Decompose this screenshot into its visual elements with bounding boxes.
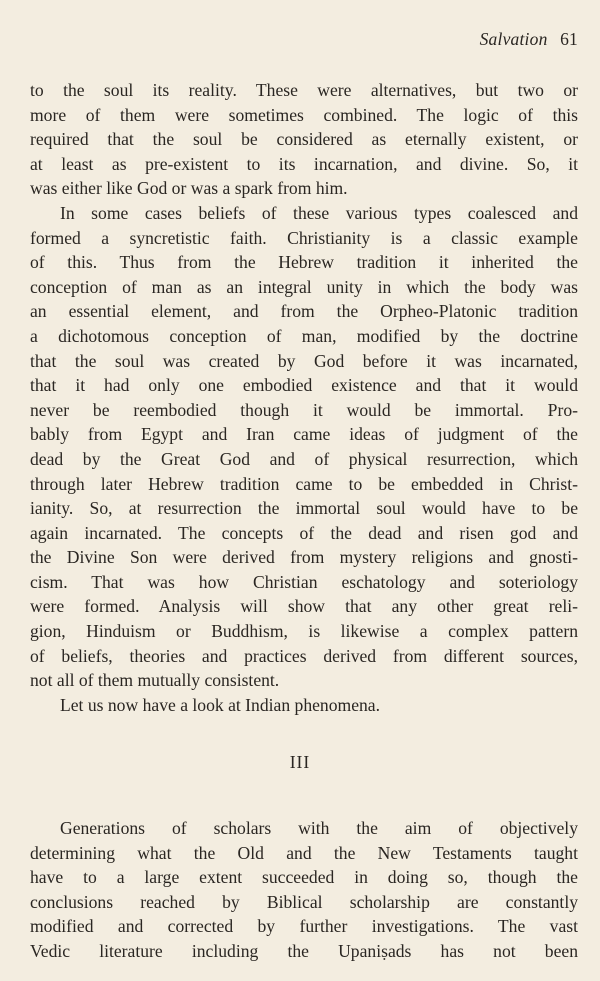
text-line: Generations of scholars with the aim of objectively — [60, 818, 578, 838]
text-line: bably from Egypt and Iran came ideas of judgment of the — [30, 424, 578, 445]
text-line: have to a large extent succeeded in doing so, though the — [30, 867, 578, 888]
text-line: was either like God or was a spark from him. — [30, 178, 348, 199]
text-line: Let us now have a look at Indian phenomena. — [60, 694, 381, 715]
text-line: more of them were sometimes combined. The logic of this — [30, 104, 578, 125]
text-line: through later Hebrew tradition came to be embedded in Christ- — [30, 473, 578, 494]
text-line: In some cases beliefs of these various types coalesced and — [60, 202, 578, 223]
text-line: Vedic literature including the Upaniṣads has not been — [30, 940, 578, 961]
text-line: to the soul its reality. These were alternatives, but two or — [30, 80, 578, 100]
text-line: of beliefs, theories and practices derived from different sources, — [30, 645, 578, 666]
text-line: gion, Hinduism or Buddhism, is likewise a complex pattern — [30, 621, 578, 642]
text-line: the Divine Son were derived from mystery religions and gnosti- — [30, 547, 578, 568]
text-line: a dichotomous conception of man, modified by the doctrine — [30, 325, 578, 346]
text-line: of this. Thus from the Hebrew tradition it inherited the — [30, 252, 578, 273]
text-line: dead by the Great God and of physical resurrection, which — [30, 448, 578, 469]
page-number: 61 — [560, 29, 578, 49]
text-line: required that the soul be considered as eternally existent, or — [30, 129, 578, 150]
text-line: modified and corrected by further investigations. The vast — [30, 916, 578, 937]
text-line: formed a syncretistic faith. Christianity is a classic example — [30, 227, 578, 248]
body-text-section-3 — [30, 816, 578, 964]
running-head-title: Salvation — [479, 29, 548, 49]
text-line: at least as pre-existent to its incarnation, and divine. So, it — [30, 153, 578, 174]
text-line: cism. That was how Christian eschatology and soteriology — [30, 571, 578, 592]
text-line: were formed. Analysis will show that any other great reli- — [30, 596, 578, 617]
text-line: determining what the Old and the New Testaments taught — [30, 842, 578, 863]
text-line: again incarnated. The concepts of the dead and risen god and — [30, 522, 578, 543]
text-line: never be reembodied though it would be immortal. Pro- — [30, 399, 578, 420]
running-head — [480, 29, 578, 50]
text-line: an essential element, and from the Orpheo-Platonic tradition — [30, 301, 578, 322]
text-line: not all of them mutually consistent. — [30, 670, 280, 691]
section-heading: III — [289, 752, 311, 772]
text-line: that the soul was created by God before it was incarnated, — [30, 350, 578, 371]
body-text-section-2 — [30, 78, 578, 717]
text-line: conception of man as an integral unity in which the body was — [30, 276, 578, 297]
text-line: that it had only one embodied existence and that it would — [30, 375, 578, 396]
text-line: conclusions reached by Biblical scholarship are constantly — [30, 891, 578, 912]
text-line: ianity. So, at resurrection the immortal soul would have to be — [30, 498, 578, 519]
